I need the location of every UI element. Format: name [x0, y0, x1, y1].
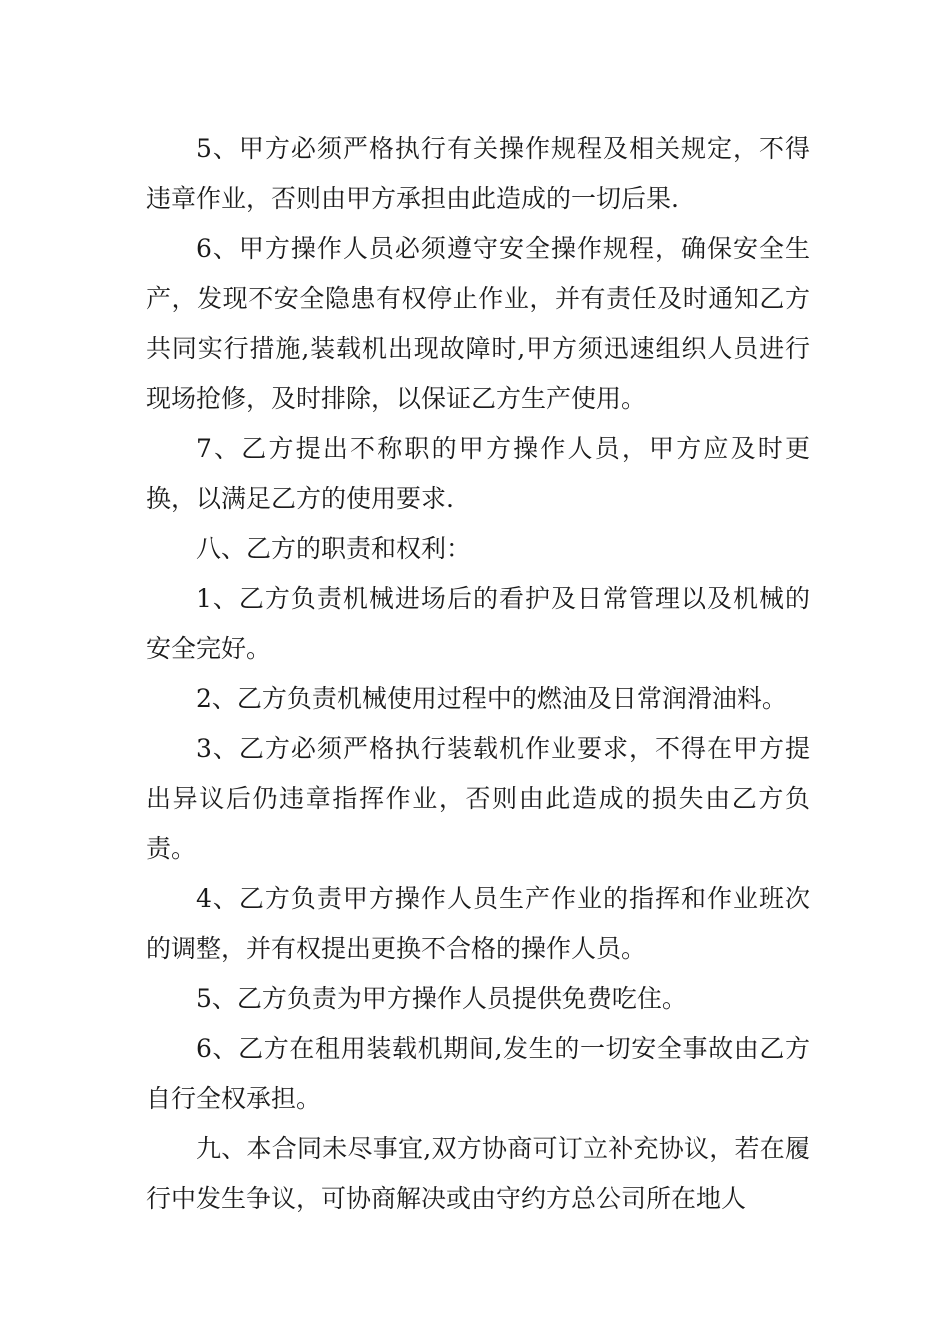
clause-a7: 7、乙方提出不称职的甲方操作人员，甲方应及时更换，以满足乙方的使用要求.: [146, 434, 810, 513]
clause-b6: 6、乙方在租用装载机期间,发生的一切安全事故由乙方自行全权承担。: [146, 1034, 810, 1113]
clause-b4: 4、乙方负责甲方操作人员生产作业的指挥和作业班次的调整，并有权提出更换不合格的操作人员。: [146, 884, 810, 963]
clause-a6: 6、甲方操作人员必须遵守安全操作规程，确保安全生产，发现不安全隐患有权停止作业，并有责任及时通知乙方共同实行措施,装载机出现故障时,甲方须迅速组织人员进行现场抢修，及时排除，以保证乙方生产使用。: [146, 234, 810, 413]
section-heading-8: 八、乙方的职责和权利：: [196, 534, 472, 563]
clause-a5: 5、甲方必须严格执行有关操作规程及相关规定，不得违章作业，否则由甲方承担由此造成的一切后果.: [146, 134, 810, 213]
clause-b5: 5、乙方负责为甲方操作人员提供免费吃住。: [196, 984, 687, 1013]
clause-b1: 1、乙方负责机械进场后的看护及日常管理以及机械的安全完好。: [146, 584, 810, 663]
clause-b2: 2、乙方负责机械使用过程中的燃油及日常润滑油料。: [196, 684, 787, 713]
document-body: [146, 124, 810, 1224]
section-heading-9: 九、本合同未尽事宜,双方协商可订立补充协议，若在履行中发生争议，可协商解决或由守约方总公司所在地人: [146, 1134, 810, 1213]
clause-b3: 3、乙方必须严格执行装载机作业要求，不得在甲方提出异议后仍违章指挥作业，否则由此造成的损失由乙方负责。: [146, 734, 810, 863]
